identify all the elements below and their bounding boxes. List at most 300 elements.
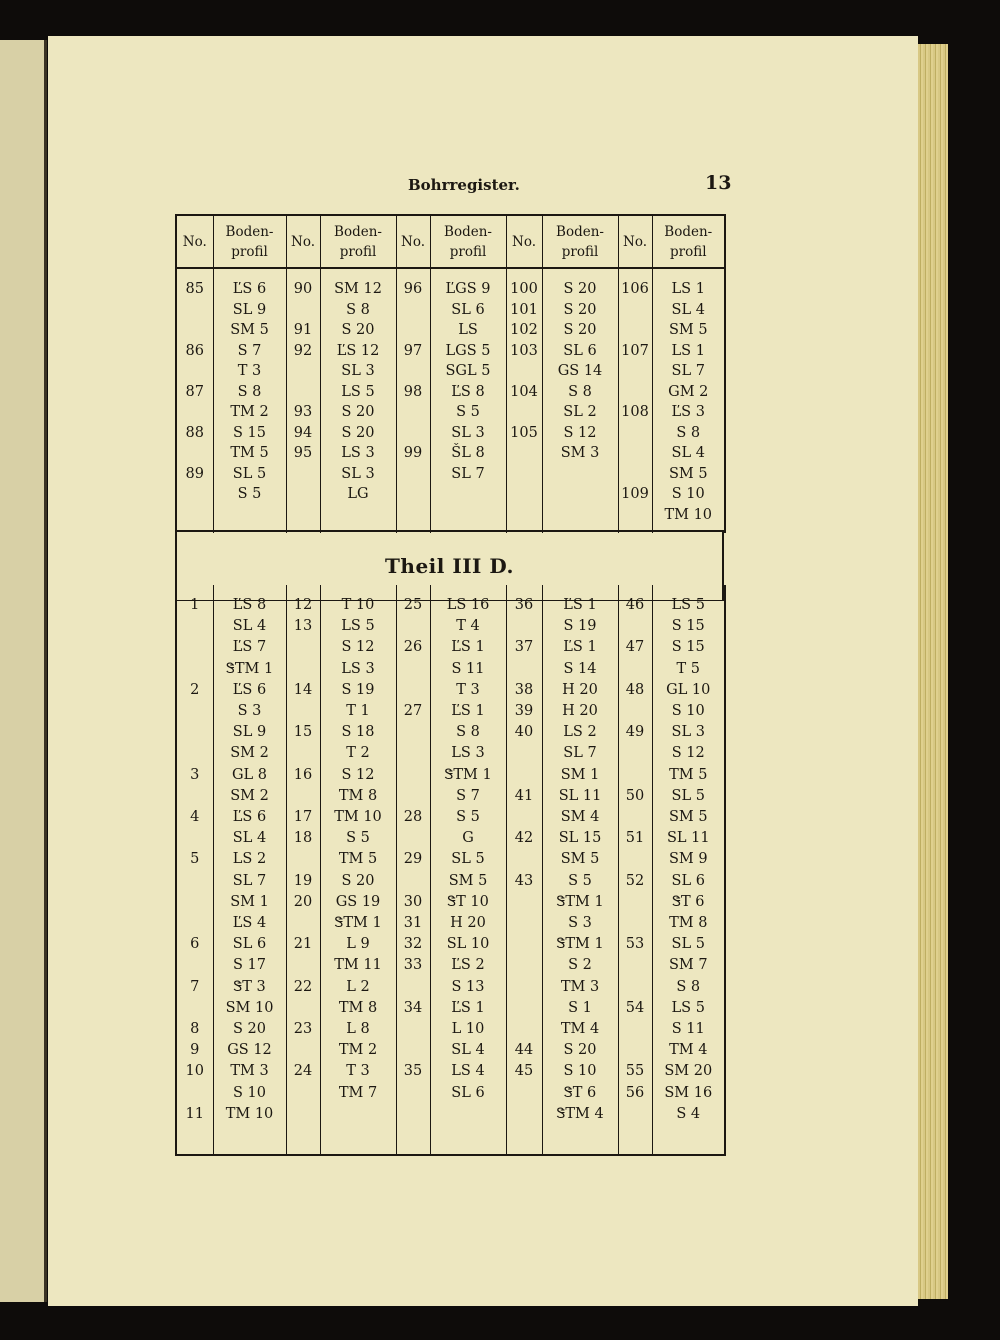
entry-number: 94 [293,424,313,441]
entry-number: 7 [190,978,200,995]
entry-number: 33 [403,957,423,974]
entry-number [177,828,213,849]
profile-column [652,585,725,1155]
entry-number: 101 [510,301,538,318]
entry-number: 40 [514,724,534,741]
entry-number [397,402,430,423]
entry-number: 36 [514,597,534,613]
soil-profile-entry: S 5 [456,404,480,420]
soil-profile-entry: T 2 [346,745,370,762]
soil-profile-entry: SM 7 [668,957,708,974]
entry-number [397,423,430,444]
entry-number [507,659,542,680]
entry-number [397,680,430,701]
soil-profile-entry: GM 2 [668,383,709,400]
entry-number: 54 [625,999,645,1016]
soil-profile-entry: L 2 [346,978,370,995]
soil-profile-entry: T 10 [341,597,375,613]
soil-profile-entry: ᏕTM 1 [444,766,492,783]
entry-number: 105 [510,424,538,441]
soil-profile-entry: SL 4 [671,301,705,318]
entry-number [177,1083,213,1104]
soil-profile-entry: S 19 [563,618,597,635]
entry-number: 6 [190,936,200,953]
entry-number [397,743,430,764]
entry-number: 12 [293,597,313,613]
entry-number [507,1083,542,1104]
entry-number [619,505,652,526]
entry-number [177,320,213,341]
entry-number: 3 [190,766,200,783]
soil-profile-entry: S 8 [456,724,480,741]
entry-number [177,701,213,722]
soil-profile-entry: TM 4 [669,1042,708,1059]
entry-number: 106 [621,281,649,297]
soil-profile-entry: TM 3 [560,978,600,995]
entry-number: 27 [403,703,423,720]
entry-number: 44 [514,1042,534,1059]
entry-number: 96 [403,281,423,297]
entry-number [177,300,213,321]
entry-number [619,913,652,934]
profile-column [430,585,506,1155]
soil-profile-entry: TM 8 [669,915,708,932]
soil-profile-entry: SM 12 [334,281,382,297]
no-column [176,585,213,1155]
soil-profile-entry: S 10 [671,703,705,720]
no-column [286,585,320,1155]
entry-number [397,361,430,382]
soil-profile-entry: ĽS 7 [232,639,267,656]
register-table-bottom [175,585,726,1156]
soil-profile-entry: LS 5 [341,618,375,635]
entry-number [177,402,213,423]
soil-profile-entry: SL 4 [232,830,267,847]
soil-profile-entry: SL 5 [451,851,485,868]
entry-number: 108 [621,404,649,420]
soil-profile-entry: T 3 [237,363,262,379]
entry-number: 35 [403,1063,423,1080]
soil-profile-entry: LGS 5 [445,342,491,359]
entry-number: 42 [514,830,534,847]
soil-profile-entry: TM 5 [669,766,708,783]
soil-profile-entry: S 20 [233,1021,266,1038]
entry-number: 46 [625,597,645,613]
soil-profile-entry: S 12 [563,424,597,441]
entry-number: 5 [190,851,200,868]
entry-number: 31 [403,915,423,932]
soil-profile-entry: TM 10 [664,506,713,523]
entry-number [619,743,652,764]
soil-profile-entry: SM 20 [664,1063,713,1080]
soil-profile-entry: S 12 [671,745,705,762]
entry-number: 20 [293,893,313,910]
entry-number [507,892,542,913]
soil-profile-entry: S 12 [341,639,375,656]
soil-profile-entry: S 10 [233,1084,266,1101]
header-no: No. [618,215,652,268]
soil-profile-entry: S 13 [451,978,485,995]
soil-profile-entry: LS 3 [341,445,375,461]
soil-profile-entry: S 5 [346,830,370,847]
soil-profile-entry: S 11 [671,1021,705,1038]
entry-number [507,934,542,955]
no-column [396,268,430,533]
entry-number [619,1019,652,1040]
soil-profile-entry: S 20 [341,322,375,338]
entry-number [507,849,542,870]
soil-profile-entry: SGL 5 [445,363,491,379]
soil-profile-entry: LS 4 [451,1063,485,1080]
entry-number: 86 [185,342,204,359]
soil-profile-entry: LS 5 [341,383,375,400]
soil-profile-entry: S 20 [341,872,375,889]
entry-number: 104 [510,383,538,400]
soil-profile-entry: SL 11 [666,830,710,847]
entry-number: 98 [403,383,423,400]
entry-number: 103 [510,342,538,359]
entry-number: 19 [293,872,313,889]
header-profile: Boden- profil [542,215,618,268]
soil-profile-entry: S 4 [676,1105,701,1122]
entry-number: 28 [403,809,423,826]
entry-number [619,320,652,341]
entry-number [177,998,213,1019]
entry-number [619,977,652,998]
profile-column [213,585,286,1155]
soil-profile-entry: TM 5 [338,851,378,868]
entry-number: 90 [293,281,313,297]
entry-number [177,1125,213,1146]
soil-profile-entry: G [462,830,474,847]
soil-profile-entry: S 8 [237,383,262,400]
soil-profile-entry: ĽS 4 [232,915,267,932]
soil-profile-entry: TM 5 [230,445,269,461]
entry-number [287,464,320,485]
entry-number [619,382,652,403]
soil-profile-entry: SL 10 [446,936,490,953]
entry-number: 4 [190,809,200,826]
soil-profile-entry: LS 1 [671,281,705,297]
soil-profile-entry: S 19 [341,681,375,698]
soil-profile-entry: S 8 [568,383,592,400]
entry-number: 34 [403,999,423,1016]
soil-profile-entry: S 15 [671,618,705,635]
entry-number [287,849,320,870]
soil-profile-entry: S 15 [233,424,266,441]
header-no: No. [396,215,430,268]
soil-profile-entry: LS 16 [446,597,490,613]
entry-number: 23 [293,1021,313,1038]
soil-profile-entry: SL 6 [451,301,485,318]
running-head: Bohrregister. [408,176,520,194]
soil-profile-entry: TM 2 [230,404,269,420]
entry-number [507,913,542,934]
soil-profile-entry: TM 8 [338,999,378,1016]
soil-profile-entry: S 11 [451,660,485,677]
entry-number: 41 [514,787,534,804]
entry-number [287,1083,320,1104]
entry-number: 52 [625,872,645,889]
soil-profile-entry: S 8 [346,301,370,318]
entry-number [507,402,542,423]
no-column [396,585,430,1155]
soil-profile-entry: S 20 [563,301,597,318]
no-column [618,585,652,1155]
soil-profile-entry: S 2 [568,957,592,974]
profile-column [213,268,286,533]
soil-profile-entry: L 9 [346,936,370,953]
entry-number: 37 [514,639,534,656]
soil-profile-entry: SL 7 [671,363,705,379]
entry-number [619,464,652,485]
soil-profile-entry: SL 3 [341,465,375,482]
entry-number [397,1040,430,1061]
profile-column [542,585,618,1155]
entry-number [287,955,320,976]
soil-profile-entry: TM 8 [338,787,378,804]
entry-number [507,977,542,998]
soil-profile-entry: TM 10 [225,1105,274,1122]
entry-number [287,913,320,934]
entry-number [507,1104,542,1125]
entry-number [619,892,652,913]
soil-profile-entry: S 10 [563,1063,597,1080]
entry-number [177,616,213,637]
soil-profile-entry: SL 7 [232,872,267,889]
soil-profile-entry: SM 5 [668,465,708,482]
entry-number: 53 [625,936,645,953]
entry-number: 32 [403,936,423,953]
soil-profile-entry: SM 5 [230,322,269,338]
soil-profile-entry: SM 3 [560,445,600,461]
entry-number: 97 [403,342,423,359]
soil-profile-entry: ĽS 12 [336,342,380,359]
entry-number: 87 [185,383,204,400]
no-column [286,268,320,533]
header-no: No. [176,215,213,268]
soil-profile-entry: LS 1 [671,342,705,359]
entry-number [287,382,320,403]
soil-profile-entry: LG [347,486,369,502]
soil-profile-entry: GL 8 [231,766,268,783]
soil-profile-entry: T 3 [456,681,480,698]
register-table-top [175,214,726,533]
entry-number [177,955,213,976]
soil-profile-entry: S 20 [341,424,375,441]
entry-number [177,892,213,913]
entry-number [397,464,430,485]
soil-profile-entry: S 20 [341,404,375,420]
entry-number: 88 [185,424,204,441]
soil-profile-entry: SL 7 [451,465,485,482]
soil-profile-entry: LS [458,322,478,338]
soil-profile-entry: SL 9 [232,301,267,318]
header-no: No. [506,215,542,268]
entry-number: 89 [185,465,204,482]
soil-profile-entry: T 1 [346,703,370,720]
entry-number: 21 [293,936,313,953]
soil-profile-entry: S 17 [233,957,266,974]
entry-number: 25 [403,597,423,613]
soil-profile-entry: TM 11 [334,957,382,974]
profile-column [542,268,618,533]
soil-profile-entry: SL 5 [671,787,705,804]
entry-number [177,484,213,505]
soil-profile-entry: SM 10 [225,999,274,1016]
entry-number: 8 [190,1021,200,1038]
soil-profile-entry: SL 3 [341,363,375,379]
soil-profile-entry: S 7 [456,787,480,804]
soil-profile-entry: ĽS 6 [232,681,267,698]
soil-profile-entry: S 1 [568,999,592,1016]
soil-profile-entry: ĽS 6 [232,281,267,297]
no-column [618,268,652,533]
soil-profile-entry: S 14 [563,660,597,677]
entry-number [619,423,652,444]
entry-number: 47 [625,639,645,656]
entry-number [397,977,430,998]
entry-number [619,765,652,786]
entry-number [287,659,320,680]
entry-number [397,871,430,892]
entry-number [287,786,320,807]
soil-profile-entry: SL 6 [451,1084,485,1101]
soil-profile-entry: SL 2 [563,404,597,420]
soil-profile-entry: SM 5 [560,851,600,868]
soil-profile-entry: SL 5 [232,465,267,482]
soil-profile-entry: TM 4 [560,1021,600,1038]
entry-number [287,998,320,1019]
soil-profile-entry: SL 9 [232,724,267,741]
soil-profile-entry: SL 7 [563,745,597,762]
soil-profile-entry: SM 16 [664,1084,713,1101]
entry-number [619,300,652,321]
entry-number: 15 [293,724,313,741]
soil-profile-entry: ᏕTM 4 [556,1105,604,1122]
no-column [506,268,542,533]
soil-profile-entry: GS 14 [557,363,603,379]
entry-number [507,955,542,976]
soil-profile-entry: SL 4 [671,445,705,461]
entry-number: 49 [625,724,645,741]
profile-column [652,268,725,533]
soil-profile-entry: LS 2 [232,851,267,868]
soil-profile-entry: ĽS 6 [232,809,267,826]
soil-profile-entry: S 8 [676,978,701,995]
soil-profile-entry: ĽS 1 [563,639,597,656]
entry-number: 45 [514,1063,534,1080]
soil-profile-entry: ᏕT 10 [447,893,489,910]
entry-number [507,1019,542,1040]
left-page-edge [0,40,47,1302]
soil-profile-entry: S 5 [568,872,592,889]
soil-profile-entry: ᏕTM 1 [556,936,604,953]
soil-profile-entry: ĽS 3 [671,404,705,420]
soil-profile-entry: L 10 [451,1021,485,1038]
entry-number [507,361,542,382]
soil-profile-entry: GL 10 [666,681,711,698]
entry-number [507,616,542,637]
soil-profile-entry: S 12 [341,766,375,783]
entry-number [177,722,213,743]
soil-profile-entry: ᏕTM 1 [556,893,604,910]
entry-number: 102 [510,322,538,338]
entry-number: 1 [190,597,200,613]
entry-number: 51 [625,830,645,847]
entry-number: 107 [621,342,649,359]
profile-column [320,585,396,1155]
soil-profile-entry: ĽS 8 [232,597,267,613]
entry-number [397,616,430,637]
entry-number [177,871,213,892]
entry-number [177,443,213,464]
entry-number [619,1104,652,1125]
soil-profile-entry: ĽS 1 [451,703,485,720]
entry-number [177,913,213,934]
entry-number: 93 [293,404,313,420]
entry-number [177,659,213,680]
soil-profile-entry: SL 5 [671,936,705,953]
soil-profile-entry: SL 4 [451,1042,485,1059]
entry-number [507,743,542,764]
soil-profile-entry: ĽS 8 [451,383,485,400]
soil-profile-entry: ᏕTM 1 [225,660,274,677]
soil-profile-entry: SM 1 [560,766,600,783]
soil-profile-entry: SL 6 [232,936,267,953]
entry-number [287,637,320,658]
entry-number: 22 [293,978,313,995]
soil-profile-entry: ŠL 8 [451,445,485,461]
entry-number [507,443,542,464]
entry-number [287,361,320,382]
entry-number [619,701,652,722]
entry-number: 92 [293,342,313,359]
soil-profile-entry: ĽGS 9 [445,281,491,297]
entry-number [397,828,430,849]
soil-profile-entry: LS 3 [341,660,375,677]
entry-number: 38 [514,681,534,698]
soil-profile-entry: LS 2 [563,724,597,741]
entry-number [287,701,320,722]
entry-number: 109 [621,486,649,502]
entry-number [397,1083,430,1104]
page-stack-edge [918,44,948,1299]
soil-profile-entry: LS 5 [671,999,705,1016]
soil-profile-entry: S 5 [456,809,480,826]
entry-number [619,361,652,382]
soil-profile-entry: S 20 [563,281,597,297]
entry-number: 56 [625,1084,645,1101]
soil-profile-entry: SL 4 [232,618,267,635]
soil-profile-entry: LS 5 [671,597,705,613]
entry-number [619,807,652,828]
entry-number [177,743,213,764]
entry-number: 43 [514,872,534,889]
soil-profile-entry: GS 19 [335,893,381,910]
entry-number: 85 [185,281,204,297]
soil-profile-entry: S 3 [568,915,592,932]
entry-number [619,616,652,637]
entry-number: 99 [403,445,423,461]
section-title: Theil III D. [385,554,514,578]
entry-number [619,659,652,680]
soil-profile-entry: ᏕT 6 [671,893,705,910]
entry-number: 95 [293,445,313,461]
soil-profile-entry: S 7 [237,342,262,359]
entry-number [507,765,542,786]
entry-number [619,443,652,464]
